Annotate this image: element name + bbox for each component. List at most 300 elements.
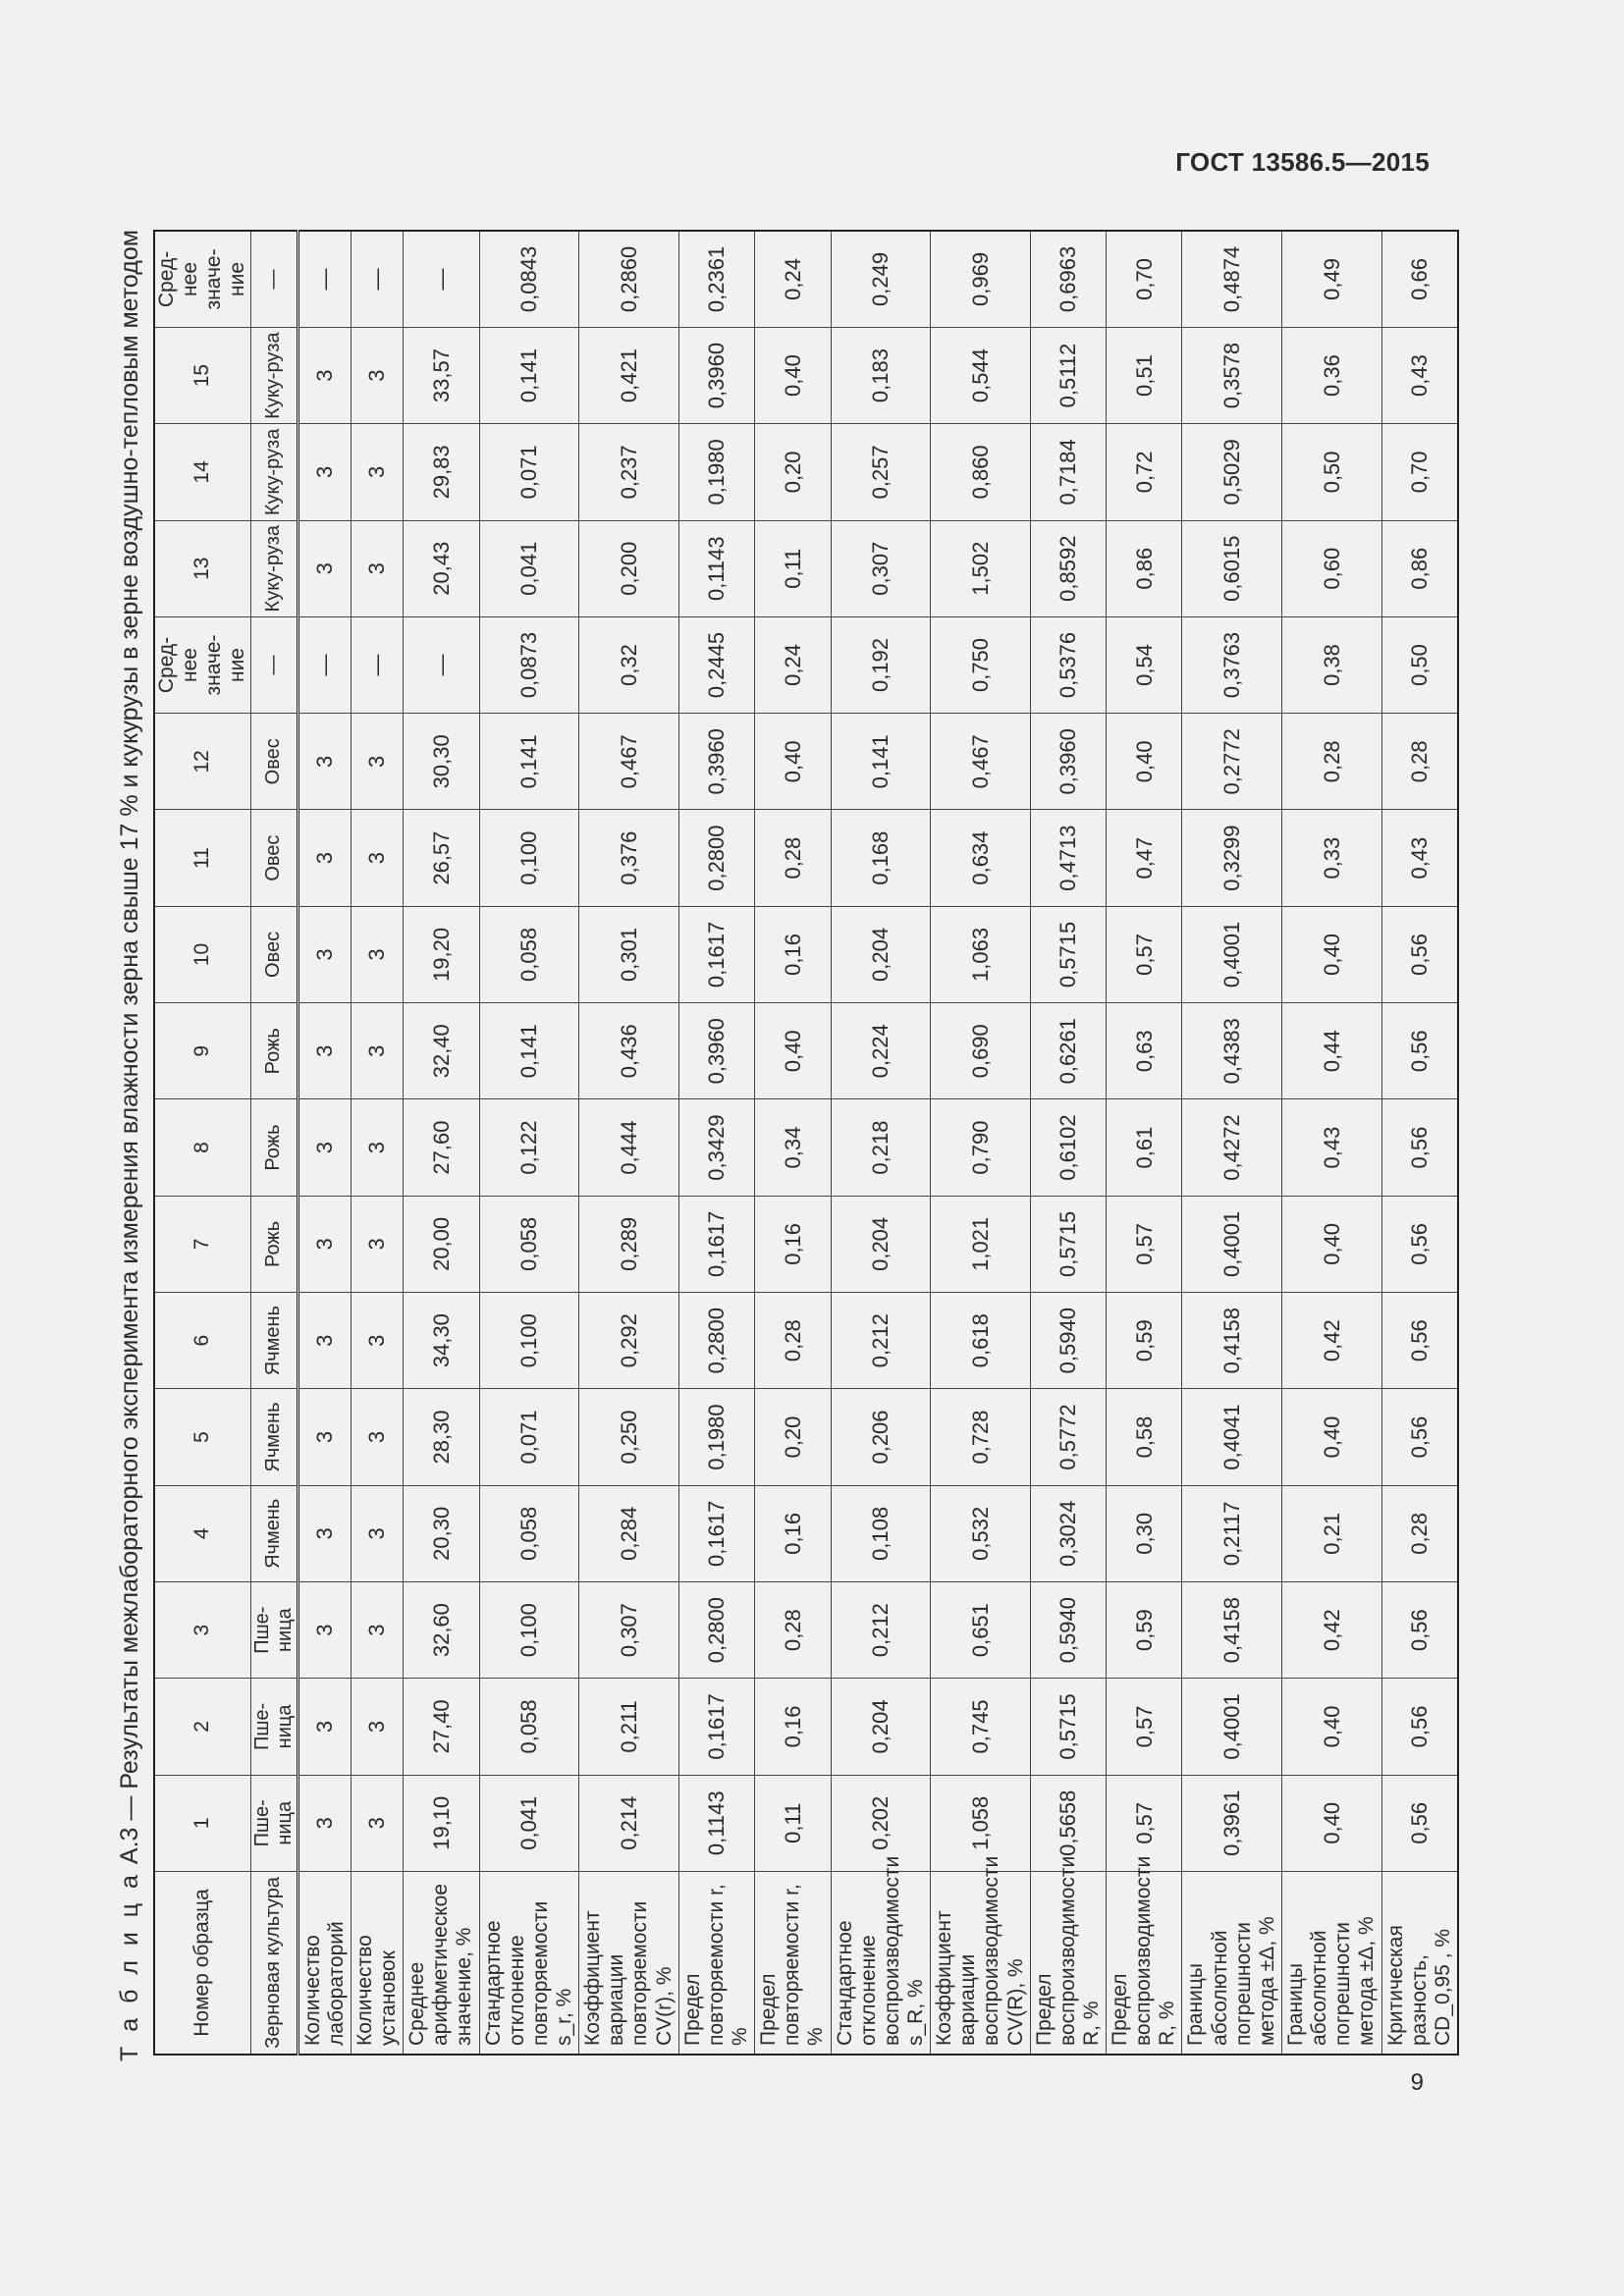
table-cell: 0,1617: [678, 1196, 754, 1292]
table-cell: 0,214: [579, 1775, 679, 1871]
table-cell: 0,1617: [678, 1679, 754, 1775]
table-cell: 0,750: [931, 616, 1031, 713]
table-cell: 0,307: [831, 520, 931, 616]
table-cell: 0,0843: [479, 231, 579, 327]
table-cell: 0,66: [1381, 231, 1458, 327]
table-cell: 3: [351, 520, 403, 616]
table-cell: 0,0873: [479, 616, 579, 713]
row-label: Среднее арифметическое значение, %: [404, 1871, 479, 2055]
table-cell: 0,108: [831, 1485, 931, 1581]
table-cell: 0,56: [1381, 906, 1458, 1002]
table-cell: 0,249: [831, 231, 931, 327]
col-number-header: 4: [154, 1485, 250, 1581]
table-row: [931, 231, 1031, 2055]
table-cell: 0,56: [1381, 1003, 1458, 1099]
table-cell: 0,56: [1381, 1775, 1458, 1871]
row-label: Количество лабораторий: [298, 1871, 351, 2055]
table-cell: 0,211: [579, 1679, 679, 1775]
table-cell: 0,2361: [678, 231, 754, 327]
table-row: [298, 231, 351, 2055]
row-label: Стандартное отклонение воспроизводимости s_R, %: [831, 1871, 931, 2055]
table-cell: 0,860: [931, 424, 1031, 520]
table-cell: 3: [298, 906, 351, 1002]
table-cell: 0,224: [831, 1003, 931, 1099]
col-crop-header: Пше-ница: [250, 1679, 298, 1775]
table-row: [1030, 231, 1106, 2055]
header-row-sample-number: [154, 231, 250, 2055]
table-cell: 3: [298, 1293, 351, 1389]
table-cell: 0,292: [579, 1293, 679, 1389]
col-crop-header: Рожь: [250, 1196, 298, 1292]
row-label: Предел воспроизводимости R, %: [1030, 1871, 1106, 2055]
table-cell: 0,634: [931, 810, 1031, 906]
row-label: Коэффициент вариации воспроизводимости CV(R), %: [931, 1871, 1031, 2055]
table-cell: 3: [351, 1679, 403, 1775]
table-cell: 0,969: [931, 231, 1031, 327]
table-cell: 0,2445: [678, 616, 754, 713]
table-cell: 0,041: [479, 520, 579, 616]
table-cell: 0,5715: [1030, 906, 1106, 1002]
table-cell: 0,3429: [678, 1099, 754, 1196]
table-cell: 0,3960: [678, 1003, 754, 1099]
table-cell: 0,4001: [1182, 906, 1282, 1002]
table-cell: 0,058: [479, 1196, 579, 1292]
table-cell: 3: [351, 810, 403, 906]
table-cell: 3: [298, 1003, 351, 1099]
table-cell: 0,20: [755, 1389, 831, 1485]
table-cell: 0,11: [755, 1775, 831, 1871]
rotated-table-area: [108, 226, 1454, 2061]
table-cell: 0,532: [931, 1485, 1031, 1581]
col-number-header: 9: [154, 1003, 250, 1099]
table-cell: 3: [351, 1775, 403, 1871]
table-cell: 32,60: [404, 1581, 479, 1678]
table-cell: 0,40: [755, 1003, 831, 1099]
col-number-header: 3: [154, 1581, 250, 1678]
table-cell: 0,4874: [1182, 231, 1282, 327]
table-cell: 0,250: [579, 1389, 679, 1485]
table-cell: 0,4158: [1182, 1581, 1282, 1678]
table-cell: 0,43: [1381, 327, 1458, 423]
table-cell: 0,212: [831, 1293, 931, 1389]
table-cell: 0,42: [1282, 1293, 1382, 1389]
table-cell: 0,237: [579, 424, 679, 520]
table-cell: 0,218: [831, 1099, 931, 1196]
table-cell: 0,57: [1107, 1775, 1182, 1871]
table-cell: 0,4383: [1182, 1003, 1282, 1099]
table-cell: 34,30: [404, 1293, 479, 1389]
col-crop-header: Пше-ница: [250, 1775, 298, 1871]
table-cell: 0,1980: [678, 1389, 754, 1485]
table-cell: 0,47: [1107, 810, 1182, 906]
table-cell: 0,11: [755, 520, 831, 616]
table-cell: 0,33: [1282, 810, 1382, 906]
table-cell: 0,70: [1107, 231, 1182, 327]
table-cell: 0,2800: [678, 810, 754, 906]
col-crop-header: Рожь: [250, 1003, 298, 1099]
table-cell: 3: [298, 1099, 351, 1196]
row-label: Предел повторяемости r, %: [755, 1871, 831, 2055]
table-cell: 20,43: [404, 520, 479, 616]
table-cell: 0,058: [479, 1485, 579, 1581]
table-cell: 3: [298, 810, 351, 906]
table-cell: 0,70: [1381, 424, 1458, 520]
table-cell: 0,728: [931, 1389, 1031, 1485]
table-cell: 0,8592: [1030, 520, 1106, 616]
table-cell: 0,790: [931, 1099, 1031, 1196]
col-number-header: 14: [154, 424, 250, 520]
table-cell: 0,3024: [1030, 1485, 1106, 1581]
table-cell: 0,5112: [1030, 327, 1106, 423]
table-cell: 0,444: [579, 1099, 679, 1196]
table-cell: 0,5715: [1030, 1196, 1106, 1292]
table-cell: 0,43: [1381, 810, 1458, 906]
row-label: Предел воспроизводимости R, %: [1107, 1871, 1182, 2055]
col-crop-header: Пше-ница: [250, 1581, 298, 1678]
corner-grain-crop: Зерновая культура: [250, 1871, 298, 2055]
table-cell: 0,467: [579, 714, 679, 810]
table-cell: 0,192: [831, 616, 931, 713]
table-cell: 0,1617: [678, 1485, 754, 1581]
table-cell: 28,30: [404, 1389, 479, 1485]
table-cell: 0,206: [831, 1389, 931, 1485]
col-number-header: 2: [154, 1679, 250, 1775]
table-cell: 0,4001: [1182, 1679, 1282, 1775]
table-cell: 3: [298, 520, 351, 616]
table-cell: 0,28: [755, 1581, 831, 1678]
table-body: [298, 231, 1458, 2055]
table-cell: 0,36: [1282, 327, 1382, 423]
col-number-header: 7: [154, 1196, 250, 1292]
table-cell: 1,063: [931, 906, 1031, 1002]
table-cell: 0,4041: [1182, 1389, 1282, 1485]
col-number-header: 6: [154, 1293, 250, 1389]
col-crop-header: Ячмень: [250, 1389, 298, 1485]
table-cell: —: [351, 231, 403, 327]
table-cell: —: [351, 616, 403, 713]
col-number-header: 13: [154, 520, 250, 616]
table-cell: 0,3578: [1182, 327, 1282, 423]
table-cell: 30,30: [404, 714, 479, 810]
table-cell: 0,40: [1107, 714, 1182, 810]
table-cell: 0,1143: [678, 520, 754, 616]
table-cell: 0,2800: [678, 1581, 754, 1678]
table-cell: 20,00: [404, 1196, 479, 1292]
table-cell: 0,745: [931, 1679, 1031, 1775]
table-cell: 0,183: [831, 327, 931, 423]
table-cell: 0,16: [755, 906, 831, 1002]
table-cell: 0,100: [479, 1581, 579, 1678]
table-cell: 0,2860: [579, 231, 679, 327]
table-cell: 0,141: [479, 327, 579, 423]
table-cell: 0,284: [579, 1485, 679, 1581]
table-cell: 0,421: [579, 327, 679, 423]
table-cell: 3: [298, 424, 351, 520]
table-cell: 0,4158: [1182, 1293, 1282, 1389]
table-cell: 0,141: [479, 714, 579, 810]
table-cell: 3: [298, 1485, 351, 1581]
row-label: Коэффициент вариации повторяемости CV(r), %: [579, 1871, 679, 2055]
row-label: Критическая разность, CD_0,95 , %: [1381, 1871, 1458, 2055]
col-number-header: 1: [154, 1775, 250, 1871]
table-cell: 0,49: [1282, 231, 1382, 327]
table-cell: 0,60: [1282, 520, 1382, 616]
table-cell: 0,2117: [1182, 1485, 1282, 1581]
table-cell: 0,28: [1381, 1485, 1458, 1581]
document-header: ГОСТ 13586.5—2015: [1175, 147, 1430, 177]
col-number-header: 11: [154, 810, 250, 906]
header-row-crop: [250, 231, 298, 2055]
table-cell: 3: [298, 1581, 351, 1678]
table-cell: 0,122: [479, 1099, 579, 1196]
table-cell: 0,202: [831, 1775, 931, 1871]
table-cell: 0,40: [755, 714, 831, 810]
table-cell: 0,041: [479, 1775, 579, 1871]
table-cell: 0,50: [1282, 424, 1382, 520]
table-cell: 3: [351, 1389, 403, 1485]
table-cell: 0,618: [931, 1293, 1031, 1389]
table-cell: 3: [351, 1196, 403, 1292]
table-cell: 0,28: [1381, 714, 1458, 810]
table-cell: 0,467: [931, 714, 1031, 810]
table-cell: 0,61: [1107, 1099, 1182, 1196]
table-cell: 0,40: [1282, 1196, 1382, 1292]
col-crop-header: —: [250, 616, 298, 713]
table-cell: 0,16: [755, 1196, 831, 1292]
table-cell: 32,40: [404, 1003, 479, 1099]
table-cell: 0,51: [1107, 327, 1182, 423]
table-cell: —: [298, 616, 351, 713]
table-cell: 0,6015: [1182, 520, 1282, 616]
table-cell: 0,204: [831, 906, 931, 1002]
table-cell: 0,56: [1381, 1293, 1458, 1389]
table-cell: 0,058: [479, 906, 579, 1002]
col-number-header: 12: [154, 714, 250, 810]
table-cell: 0,651: [931, 1581, 1031, 1678]
table-cell: 0,5376: [1030, 616, 1106, 713]
table-cell: 0,28: [1282, 714, 1382, 810]
table-cell: 0,168: [831, 810, 931, 906]
col-crop-header: Куку-руза: [250, 327, 298, 423]
col-crop-header: —: [250, 231, 298, 327]
table-cell: 0,40: [755, 327, 831, 423]
table-cell: 0,40: [1282, 1679, 1382, 1775]
table-cell: 0,32: [579, 616, 679, 713]
table-cell: 0,5029: [1182, 424, 1282, 520]
col-number-header: 10: [154, 906, 250, 1002]
table-cell: 0,6963: [1030, 231, 1106, 327]
table-cell: 3: [351, 1003, 403, 1099]
table-cell: 0,57: [1107, 906, 1182, 1002]
table-cell: —: [298, 231, 351, 327]
col-number-header: 5: [154, 1389, 250, 1485]
table-row: [404, 231, 479, 2055]
table-cell: 3: [351, 906, 403, 1002]
table-cell: 0,30: [1107, 1485, 1182, 1581]
table-cell: 0,257: [831, 424, 931, 520]
table-cell: 0,57: [1107, 1679, 1182, 1775]
table-cell: 0,141: [831, 714, 931, 810]
table-cell: 0,7184: [1030, 424, 1106, 520]
table-cell: 0,54: [1107, 616, 1182, 713]
table-cell: 0,40: [1282, 1775, 1382, 1871]
table-row: [479, 231, 579, 2055]
table-cell: 0,34: [755, 1099, 831, 1196]
table-cell: 0,3763: [1182, 616, 1282, 713]
table-cell: 29,83: [404, 424, 479, 520]
table-cell: 0,1980: [678, 424, 754, 520]
table-row: [755, 231, 831, 2055]
table-cell: 0,6261: [1030, 1003, 1106, 1099]
table-row: [1381, 231, 1458, 2055]
page-number: 9: [1410, 2069, 1424, 2096]
table-cell: 0,56: [1381, 1679, 1458, 1775]
table-cell: 3: [351, 1293, 403, 1389]
table-cell: 0,100: [479, 810, 579, 906]
table-cell: 0,24: [755, 616, 831, 713]
table-cell: 1,058: [931, 1775, 1031, 1871]
table-cell: 0,200: [579, 520, 679, 616]
table-cell: 3: [351, 424, 403, 520]
table-cell: 0,40: [1282, 1389, 1382, 1485]
table-cell: 3: [298, 714, 351, 810]
col-crop-header: Куку-руза: [250, 424, 298, 520]
table-cell: 0,307: [579, 1581, 679, 1678]
table-cell: 0,1617: [678, 906, 754, 1002]
table-cell: 27,60: [404, 1099, 479, 1196]
table-cell: 0,58: [1107, 1389, 1182, 1485]
table-cell: 0,57: [1107, 1196, 1182, 1292]
table-cell: 3: [351, 1099, 403, 1196]
table-cell: 0,43: [1282, 1099, 1382, 1196]
table-cell: 0,3299: [1182, 810, 1282, 906]
table-cell: 0,5940: [1030, 1581, 1106, 1678]
table-cell: 0,72: [1107, 424, 1182, 520]
table-cell: 3: [298, 327, 351, 423]
table-cell: 3: [351, 1485, 403, 1581]
table-cell: —: [404, 231, 479, 327]
table-cell: 0,2772: [1182, 714, 1282, 810]
table-cell: 0,071: [479, 424, 579, 520]
table-cell: 0,16: [755, 1485, 831, 1581]
caption-label: Т а б л и ц а: [116, 1871, 143, 2061]
table-cell: 0,3960: [1030, 714, 1106, 810]
caption-text: А.3 — Результаты межлабораторного эксперимента измерения влажности зерна свыше 17 % и кукурузы в зерне воздушно-тепловым методом: [116, 230, 143, 1872]
table-cell: 0,5715: [1030, 1679, 1106, 1775]
table-cell: 0,4713: [1030, 810, 1106, 906]
table-caption: [116, 226, 144, 2061]
table-cell: 0,21: [1282, 1485, 1382, 1581]
table-cell: 0,4001: [1182, 1196, 1282, 1292]
table-cell: 0,86: [1381, 520, 1458, 616]
col-number-header: 15: [154, 327, 250, 423]
table-row: [579, 231, 679, 2055]
table-cell: 0,5772: [1030, 1389, 1106, 1485]
table-cell: 19,10: [404, 1775, 479, 1871]
table-cell: —: [404, 616, 479, 713]
table-row: [1182, 231, 1282, 2055]
mean-value-header: Сред-нее значе-ние: [154, 616, 250, 713]
table-cell: 0,212: [831, 1581, 931, 1678]
table-cell: 0,63: [1107, 1003, 1182, 1099]
table-cell: 0,28: [755, 810, 831, 906]
table-cell: 0,289: [579, 1196, 679, 1292]
col-crop-header: Овес: [250, 714, 298, 810]
table-cell: 0,40: [1282, 906, 1382, 1002]
table-cell: 0,56: [1381, 1196, 1458, 1292]
table-cell: 0,544: [931, 327, 1031, 423]
row-label: Стандартное отклонение повторяемости s_r, %: [479, 1871, 579, 2055]
table-cell: 3: [351, 327, 403, 423]
table-cell: 0,2800: [678, 1293, 754, 1389]
table-cell: 0,50: [1381, 616, 1458, 713]
table-cell: 0,436: [579, 1003, 679, 1099]
table-cell: 0,4272: [1182, 1099, 1282, 1196]
table-cell: 1,502: [931, 520, 1031, 616]
table-cell: 26,57: [404, 810, 479, 906]
col-crop-header: Овес: [250, 906, 298, 1002]
table-cell: 0,301: [579, 906, 679, 1002]
table-cell: 0,28: [755, 1293, 831, 1389]
table-cell: 0,204: [831, 1679, 931, 1775]
table-cell: 1,021: [931, 1196, 1031, 1292]
table-cell: 0,24: [755, 231, 831, 327]
mean-value-header: Сред-нее значе-ние: [154, 231, 250, 327]
row-label: Количество установок: [351, 1871, 403, 2055]
table-cell: 0,59: [1107, 1581, 1182, 1678]
table-row: [1282, 231, 1382, 2055]
table-cell: 0,690: [931, 1003, 1031, 1099]
col-crop-header: Рожь: [250, 1099, 298, 1196]
table-cell: 0,56: [1381, 1581, 1458, 1678]
table-cell: 0,071: [479, 1389, 579, 1485]
table-row: [351, 231, 403, 2055]
table-cell: 3: [298, 1679, 351, 1775]
table-cell: 33,57: [404, 327, 479, 423]
col-crop-header: Овес: [250, 810, 298, 906]
table-cell: 0,6102: [1030, 1099, 1106, 1196]
table-cell: 0,5658: [1030, 1775, 1106, 1871]
table-cell: 0,86: [1107, 520, 1182, 616]
col-crop-header: Ячмень: [250, 1293, 298, 1389]
table-cell: 0,56: [1381, 1099, 1458, 1196]
row-label: Границы абсолютной погрешности метода ±Δ, %: [1282, 1871, 1382, 2055]
table-cell: 0,16: [755, 1679, 831, 1775]
col-crop-header: Куку-руза: [250, 520, 298, 616]
row-label: Границы абсолютной погрешности метода ±Δ, %: [1182, 1871, 1282, 2055]
table-cell: 0,376: [579, 810, 679, 906]
table-cell: 0,3960: [678, 327, 754, 423]
row-label: Предел повторяемости r, %: [678, 1871, 754, 2055]
table-cell: 0,058: [479, 1679, 579, 1775]
table-cell: 0,204: [831, 1196, 931, 1292]
table-row: [831, 231, 931, 2055]
table-cell: 0,42: [1282, 1581, 1382, 1678]
table-cell: 3: [298, 1775, 351, 1871]
table-cell: 3: [351, 714, 403, 810]
table-cell: 3: [298, 1389, 351, 1485]
table-row: [678, 231, 754, 2055]
table-cell: 0,3960: [678, 714, 754, 810]
col-number-header: 8: [154, 1099, 250, 1196]
corner-sample-number: Номер образца: [154, 1871, 250, 2055]
table-cell: 0,59: [1107, 1293, 1182, 1389]
col-crop-header: Ячмень: [250, 1485, 298, 1581]
table-cell: 20,30: [404, 1485, 479, 1581]
table-cell: 0,20: [755, 424, 831, 520]
table-cell: 0,100: [479, 1293, 579, 1389]
table-cell: 0,5940: [1030, 1293, 1106, 1389]
